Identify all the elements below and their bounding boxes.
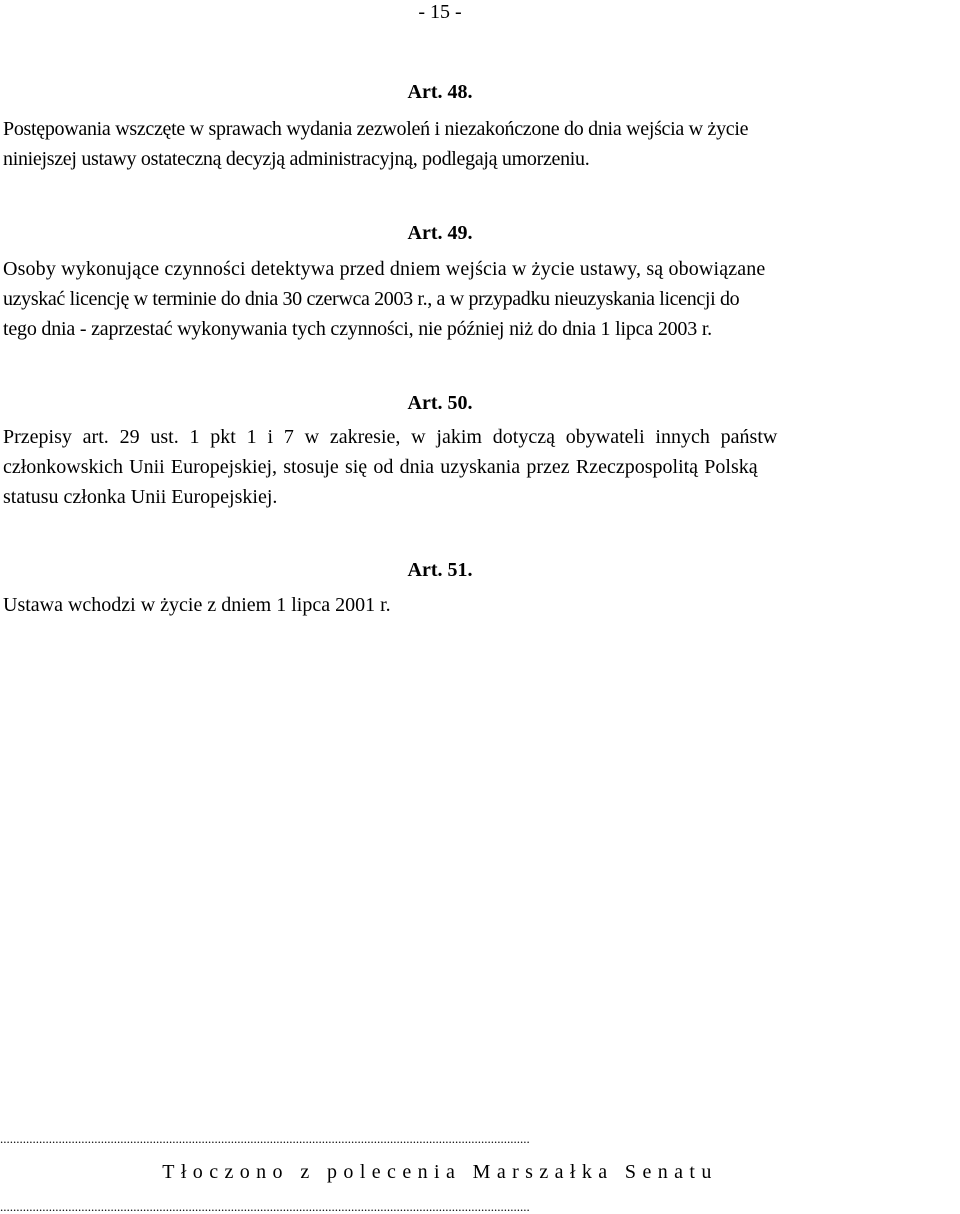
article-51-text [3, 590, 873, 620]
article-49-line-1: Osoby wykonujące czynności detektywa przed dniem wejścia w życie ustawy, są obowiązane [3, 258, 766, 280]
article-49-text [3, 254, 873, 344]
article-48-line-1: Postępowania wszczęte w sprawach wydania zezwoleń i niezakończone do dnia wejścia w życie [3, 118, 749, 140]
article-49-line-2: uzyskać licencję w terminie do dnia 30 czerwca 2003 r., a w przypadku nieuzyskania licencji do [3, 288, 740, 310]
page-number: - 15 - [418, 1, 462, 23]
article-50-text [3, 422, 873, 512]
footer-dots-bottom: ................................................................................................................................................................... [0, 1200, 530, 1213]
article-48-line-2: niniejszej ustawy ostateczną decyzją administracyjną, podlegają umorzeniu. [3, 148, 590, 170]
article-48-title: Art. 48. [407, 81, 473, 103]
article-51-title: Art. 51. [407, 559, 473, 581]
article-50-line-3: statusu członka Unii Europejskiej. [3, 486, 278, 508]
footer-text: Tłoczono z polecenia Marszałka Senatu [162, 1161, 718, 1183]
article-50-line-2: członkowskich Unii Europejskiej, stosuje się od dnia uzyskania przez Rzeczpospolitą Polską [3, 456, 758, 478]
article-51-line-1: Ustawa wchodzi w życie z dniem 1 lipca 2001 r. [3, 594, 391, 616]
article-48-text [3, 114, 873, 174]
article-50-title: Art. 50. [407, 392, 473, 414]
article-50-line-1: Przepisy art. 29 ust. 1 pkt 1 i 7 w zakresie, w jakim dotyczą obywateli innych państw [3, 426, 778, 448]
article-49-title: Art. 49. [407, 222, 473, 244]
footer-dots-top: ................................................................................................................................................................... [0, 1132, 530, 1145]
article-49-line-3: tego dnia - zaprzestać wykonywania tych czynności, nie później niż do dnia 1 lipca 2003 r. [3, 318, 712, 340]
